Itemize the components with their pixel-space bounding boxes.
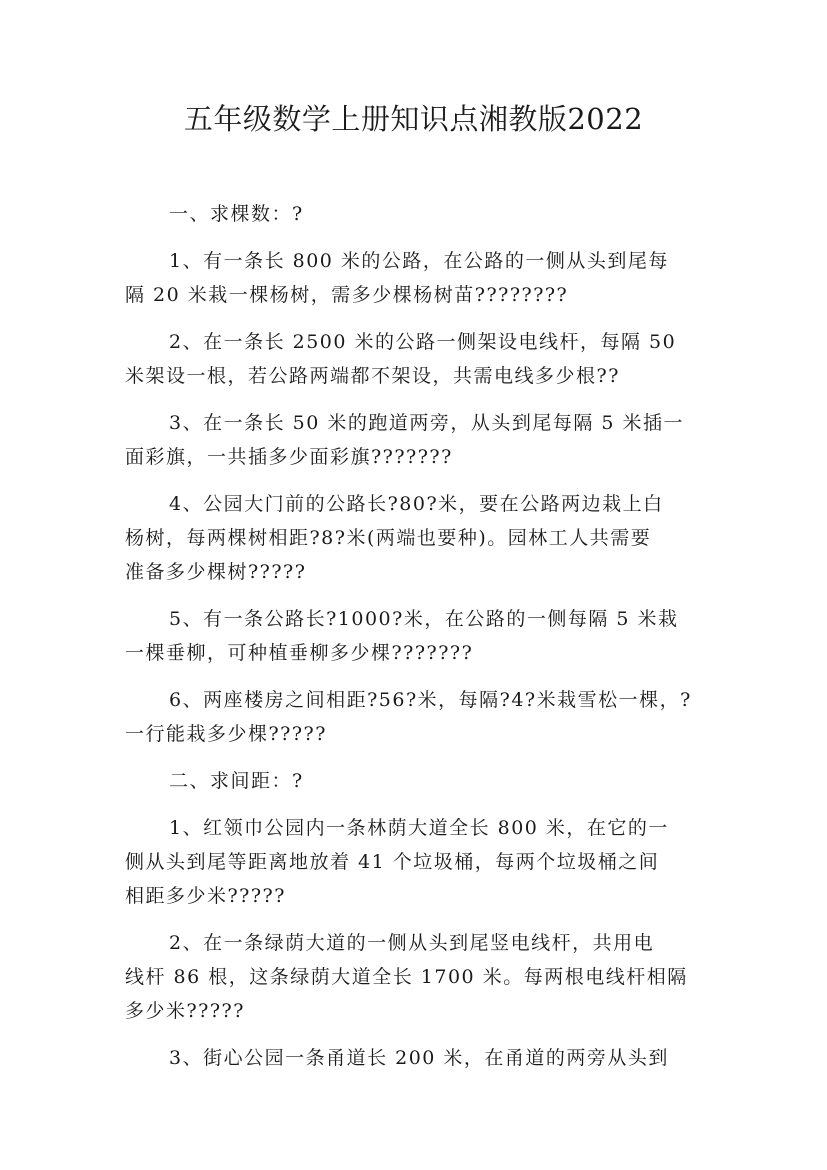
paragraph-line: 杨树，每两棵树相距?8?米(两端也要种)。园林工人共需要: [125, 527, 652, 549]
document-body: [125, 197, 715, 1088]
paragraph-first-line: 6、两座楼房之间相距?56?米，每隔?4?米栽雪松一棵，?: [169, 689, 692, 711]
paragraph: [125, 1041, 715, 1075]
paragraph-first-line: 2、在一条长 2500 米的公路一侧架设电线杆，每隔 50: [169, 331, 677, 353]
paragraph-first-line: 3、街心公园一条甬道长 200 米，在甬道的两旁从头到: [169, 1047, 669, 1069]
paragraph: [125, 244, 715, 312]
paragraph: [125, 764, 715, 798]
paragraph: [125, 811, 715, 913]
paragraph-first-line: 5、有一条公路长?1000?米，在公路的一侧每隔 5 米栽: [169, 608, 679, 630]
paragraph-line: 隔 20 米栽一棵杨树，需多少棵杨树苗????????: [125, 284, 569, 306]
paragraph-line: 一行能栽多少棵?????: [125, 723, 327, 745]
paragraph-first-line: 1、有一条长 800 米的公路，在公路的一侧从头到尾每: [169, 250, 669, 272]
paragraph: [125, 197, 715, 231]
paragraph-line: 侧从头到尾等距离地放着 41 个垃圾桶，每两个垃圾桶之间: [125, 851, 660, 873]
paragraph-line: 一棵垂柳，可种植垂柳多少棵???????: [125, 642, 474, 664]
paragraph-line: 线杆 86 根，这条绿荫大道全长 1700 米。每两根电线杆相隔: [125, 966, 688, 988]
paragraph-first-line: 一、求棵数：?: [169, 203, 304, 225]
paragraph-line: 准备多少棵树?????: [125, 561, 307, 583]
paragraph: [125, 325, 715, 393]
paragraph-line: 米架设一根，若公路两端都不架设，共需电线多少根??: [125, 365, 620, 387]
paragraph-line: 面彩旗，一共插多少面彩旗???????: [125, 446, 453, 468]
paragraph: [125, 406, 715, 474]
paragraph: [125, 926, 715, 1028]
paragraph-first-line: 二、求间距：?: [169, 770, 304, 792]
document-title: 五年级数学上册知识点湘教版2022: [183, 102, 644, 136]
paragraph: [125, 683, 715, 751]
paragraph: [125, 487, 715, 589]
paragraph-first-line: 4、公园大门前的公路长?80?米，要在公路两边栽上白: [169, 493, 664, 515]
paragraph-line: 多少米?????: [125, 1000, 245, 1022]
paragraph-first-line: 3、在一条长 50 米的跑道两旁，从头到尾每隔 5 米插一: [169, 412, 685, 434]
paragraph-line: 相距多少米?????: [125, 885, 286, 907]
paragraph-first-line: 1、红领巾公园内一条林荫大道全长 800 米，在它的一: [169, 817, 669, 839]
paragraph: [125, 602, 715, 670]
paragraph-first-line: 2、在一条绿荫大道的一侧从头到尾竖电线杆，共用电: [169, 932, 655, 954]
